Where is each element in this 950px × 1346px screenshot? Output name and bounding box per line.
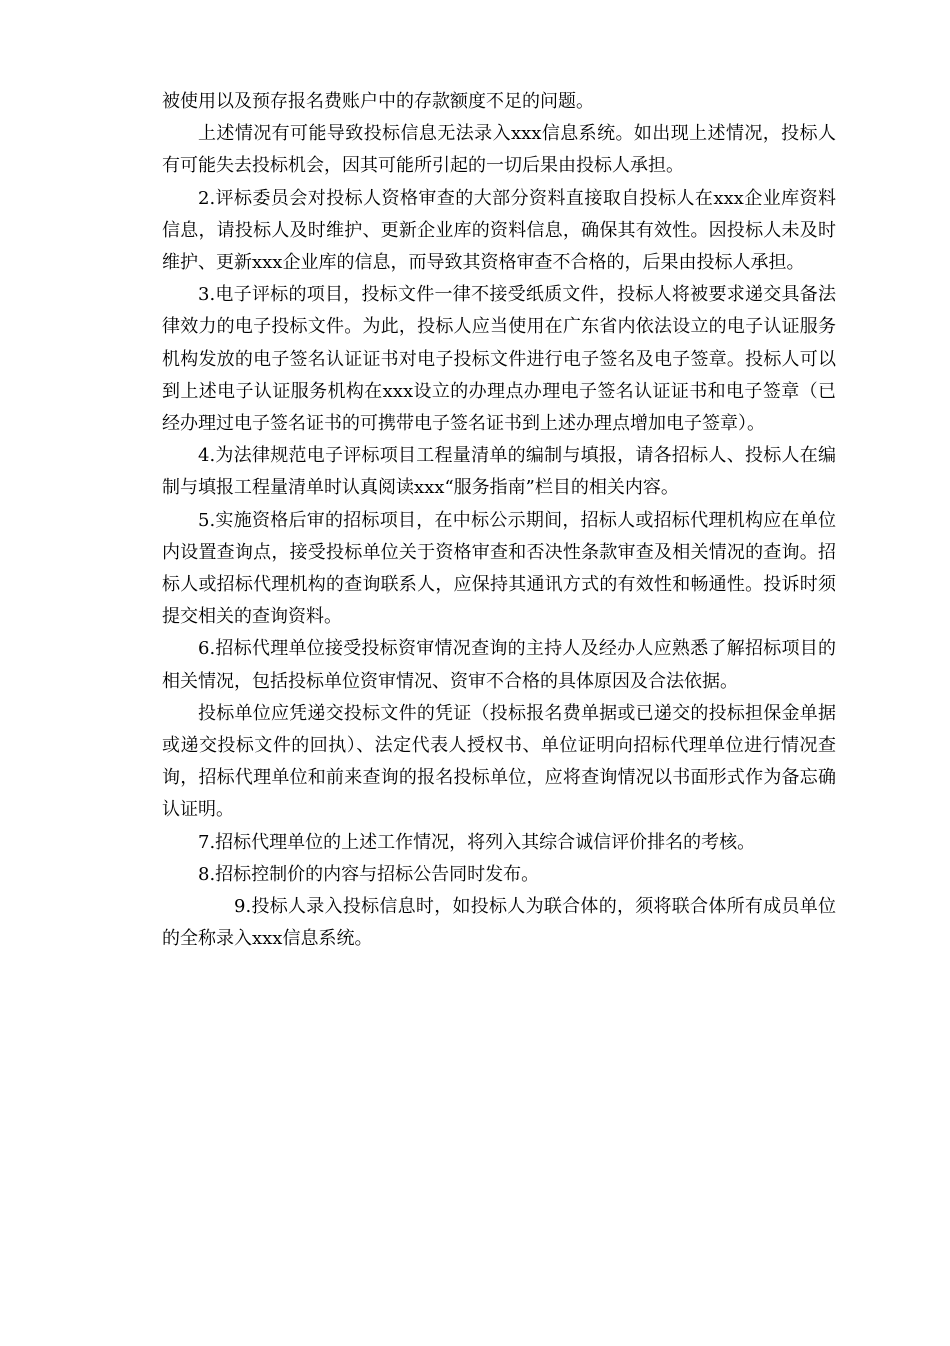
- paragraph-item-3: 3.电子评标的项目，投标文件一律不接受纸质文件，投标人将被要求递交具备法律效力的电子投标文件。为此，投标人应当使用在广东省内依法设立的电子认证服务机构发放的电子签名认证证书对电子投标文件进行电子签名及电子签章。投标人可以到上述电子认证服务机构在xxx设立的办理点办理电子签名认证证书和电子签章（已经办理过电子签名证书的可携带电子签名证书到上述办理点增加电子签章）。: [162, 284, 836, 435]
- paragraph-item-5: 5.实施资格后审的招标项目，在中标公示期间，招标人或招标代理机构应在单位内设置查询点，接受投标单位关于资格审查和否决性条款审查及相关情况的查询。招标人或招标代理机构的查询联系人，应保持其通讯方式的有效性和畅通性。投诉时须提交相关的查询资料。: [162, 509, 836, 628]
- paragraph-item-7: 7.招标代理单位的上述工作情况，将列入其综合诚信评价排名的考核。: [198, 831, 756, 853]
- paragraph-item-6: 6.招标代理单位接受投标资审情况查询的主持人及经办人应熟悉了解招标项目的相关情况，包括投标单位资审情况、资审不合格的具体原因及合法依据。: [162, 638, 836, 692]
- paragraph-item-8: 8.招标控制价的内容与招标公告同时发布。: [198, 863, 540, 885]
- paragraph-item-2: 2.评标委员会对投标人资格审查的大部分资料直接取自投标人在xxx企业库资料信息，请投标人及时维护、更新企业库的资料信息，确保其有效性。因投标人未及时维护、更新xxx企业库的信息，而导致其资格审查不合格的，后果由投标人承担。: [162, 187, 836, 274]
- paragraph-item-9: 9.投标人录入投标信息时，如投标人为联合体的，须将联合体所有成员单位的全称录入xxx信息系统。: [162, 896, 836, 950]
- paragraph-item-4: 4.为法律规范电子评标项目工程量清单的编制与填报，请各招标人、投标人在编制与填报工程量清单时认真阅读xxx“服务指南”栏目的相关内容。: [162, 445, 836, 499]
- body-text: [162, 86, 836, 955]
- paragraph-continuation: 被使用以及预存报名费账户中的存款额度不足的问题。: [162, 91, 594, 112]
- paragraph-item-6-detail: 投标单位应凭递交投标文件的凭证（投标报名费单据或已递交的投标担保金单据或递交投标文件的回执）、法定代表人授权书、单位证明向招标代理单位进行情况查询，招标代理单位和前来查询的报名投标单位，应将查询情况以书面形式作为备忘确认证明。: [162, 702, 836, 821]
- paragraph-consequence: 上述情况有可能导致投标信息无法录入xxx信息系统。如出现上述情况，投标人有可能失去投标机会，因其可能所引起的一切后果由投标人承担。: [162, 123, 836, 177]
